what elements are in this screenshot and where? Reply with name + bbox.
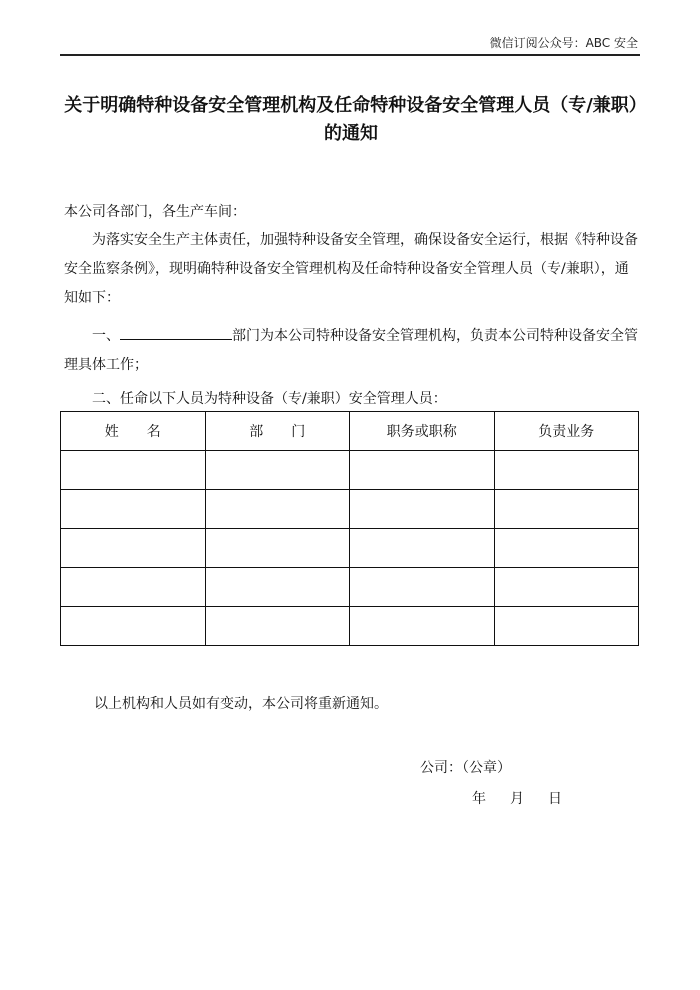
table-cell <box>205 490 350 529</box>
table-cell <box>350 529 495 568</box>
table-cell <box>61 568 206 607</box>
table-cell <box>350 607 495 646</box>
item-one-prefix: 一、 <box>92 328 120 344</box>
document-title: 关于明确特种设备安全管理机构及任命特种设备安全管理人员（专/兼职）的通知 <box>64 95 638 144</box>
table-row <box>61 451 639 490</box>
table-cell <box>205 607 350 646</box>
item-two-paragraph: 二、任命以下人员为特种设备（专/兼职）安全管理人员： <box>92 391 447 407</box>
table-cell <box>205 529 350 568</box>
table-row <box>61 607 639 646</box>
table-cell <box>494 568 639 607</box>
header-name: 姓 名 <box>61 412 206 451</box>
header-department: 部 门 <box>205 412 350 451</box>
table-header-row <box>61 412 639 451</box>
table-row <box>61 529 639 568</box>
date-month: 月 <box>510 791 524 807</box>
table-cell <box>61 529 206 568</box>
table-cell <box>494 529 639 568</box>
header-duty: 负责业务 <box>494 412 639 451</box>
staff-table <box>60 411 639 646</box>
table-cell <box>350 490 495 529</box>
table-cell <box>494 451 639 490</box>
date-year: 年 <box>472 791 486 807</box>
date-day: 日 <box>548 791 562 807</box>
header-note: 微信订阅公众号：ABC 安全 <box>489 36 638 50</box>
table-cell <box>494 607 639 646</box>
item-one-paragraph <box>64 322 638 380</box>
table-cell <box>61 451 206 490</box>
header-title: 职务或职称 <box>350 412 495 451</box>
department-blank-line <box>120 325 232 340</box>
table-cell <box>61 490 206 529</box>
signature-date <box>472 785 562 814</box>
table-cell <box>350 568 495 607</box>
table-cell <box>494 490 639 529</box>
table-row <box>61 568 639 607</box>
table-cell <box>61 607 206 646</box>
table-cell <box>350 451 495 490</box>
table-row <box>61 490 639 529</box>
closing-paragraph: 以上机构和人员如有变动，本公司将重新通知。 <box>94 696 388 712</box>
item-one-text: 部门为本公司特种设备安全管理机构，负责本公司特种设备安全管理具体工作； <box>64 328 638 373</box>
signature-company: 公司：（公章） <box>420 760 511 776</box>
header-divider <box>60 54 640 56</box>
salutation: 本公司各部门，各生产车间： <box>64 204 246 220</box>
table-cell <box>205 568 350 607</box>
table-cell <box>205 451 350 490</box>
intro-paragraph: 为落实安全生产主体责任，加强特种设备安全管理，确保设备安全运行，根据《特种设备安全监察条例》，现明确特种设备安全管理机构及任命特种设备安全管理人员（专/兼职），通知如下： <box>64 232 638 306</box>
